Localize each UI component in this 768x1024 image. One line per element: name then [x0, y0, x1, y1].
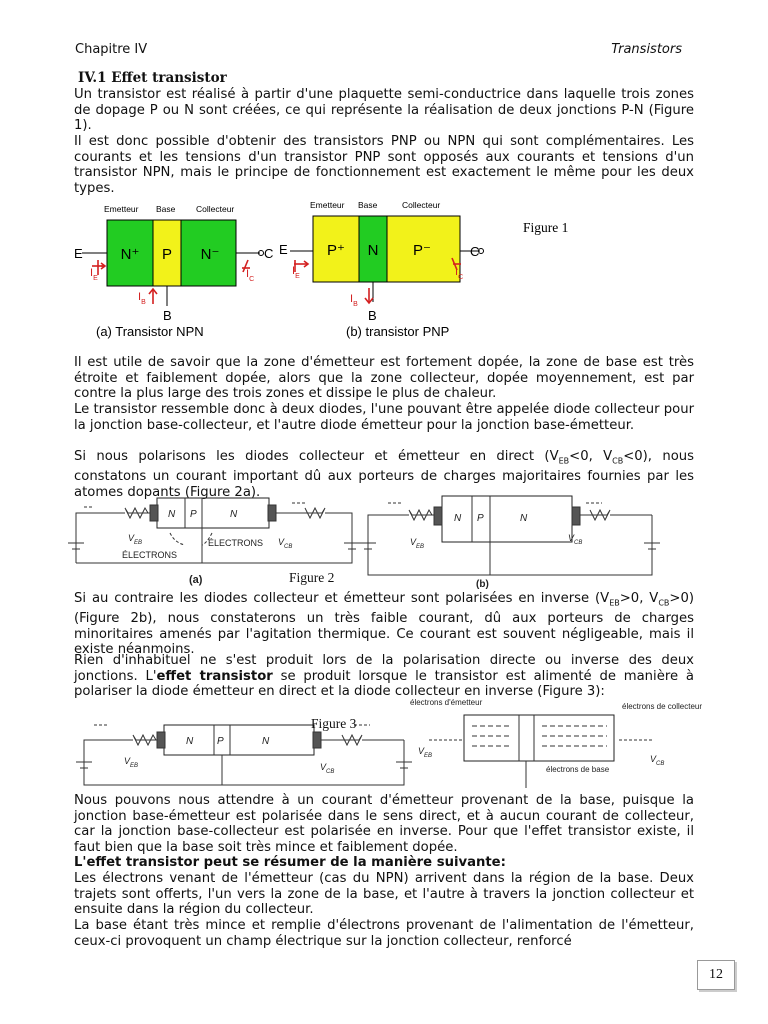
figure-1 — [70, 198, 690, 346]
npn-diagram — [74, 204, 273, 323]
figure-2-caption: Figure 2 — [289, 570, 335, 585]
npn-ic-label: $I_C$ — [246, 268, 255, 283]
figure-3-caption: Figure 3 — [311, 716, 357, 731]
paragraph-9: L'effet transistor peut se résumer de la manière suivante: — [74, 855, 506, 870]
npn-e-terminal: E — [74, 246, 83, 261]
npn-zone2-label: P — [161, 246, 173, 263]
paragraph-5: Si nous polarisons les diodes collecteur et émetteur en direct ($V_{EB}<0$, $V_{CB}<0$), nous constatons un courant important dû aux porteurs de charges majoritaires fournies par les atomes dopants (Figure 2a). — [74, 449, 694, 500]
npn-b-terminal: B — [163, 308, 172, 323]
pnp-emitter-heading: Emetteur — [310, 200, 345, 210]
pnp-diagram — [279, 200, 484, 323]
chapter-header: Chapitre IV — [75, 42, 148, 57]
svg-text:VEB: $V_{EB}$ — [410, 537, 425, 550]
figure-2b — [360, 496, 660, 590]
npn-zone3-label: N⁻ — [200, 246, 220, 263]
pnp-b-terminal: B — [368, 308, 377, 323]
npn-c-terminal: C — [264, 246, 274, 261]
paragraph-2: Il est donc possible d'obtenir des transistors PNP ou NPN qui sont complémentaires. Les courants et les tensions d'un transistor PNP sont opposés aux courants et tensions d'un transistor NPN, mais le principe de fonctionnement est exactement le même pour les deux types. — [74, 134, 694, 196]
svg-text:VCB: $V_{CB}$ — [278, 537, 293, 550]
svg-text:VEB: $V_{EB}$ — [128, 533, 143, 546]
fig2a-electrons-left: ÉLECTRONS — [122, 550, 178, 560]
paragraph-8: Nous pouvons nous attendre à un courant d'émetteur provenant de la base, puisque la jonction base-émetteur est polarisée dans le sens direct, et à aucun courant de collecteur, car la jonction base-collecteur est polarisée en inverse. Pour que l'effet transistor existe, il faut bien que la base soit très mince et faiblement dopée. — [74, 793, 694, 855]
fig3-electrons-collector: électrons de collecteur — [622, 702, 703, 711]
pnp-zone3-label: P⁻ — [413, 242, 431, 259]
svg-text:VEB: $V_{EB}$ — [124, 756, 139, 769]
figure-3 — [64, 698, 703, 792]
pnp-c-terminal: C — [470, 244, 480, 259]
topic-header: Transistors — [611, 42, 682, 57]
fig2b-label: (b) — [476, 579, 489, 590]
pnp-ie-label: $I_E$ — [292, 265, 300, 280]
pnp-zone1-label: P⁺ — [327, 242, 345, 259]
npn-caption: (a) Transistor NPN — [96, 324, 204, 339]
npn-emitter-heading: Emetteur — [104, 204, 139, 214]
page-number: 12 — [697, 960, 735, 990]
fig2a-electrons-right: ÉLECTRONS — [208, 538, 264, 548]
section-title: IV.1 Effet transistor — [78, 70, 227, 86]
figure-3-electron-flow — [410, 698, 702, 788]
pnp-caption: (b) transistor PNP — [346, 324, 450, 339]
svg-text:P: P — [477, 513, 484, 524]
figure-2 — [62, 493, 662, 589]
paragraph-4: Le transistor ressemble donc à deux diodes, l'une pouvant être appelée diode collecteur pour la jonction base-collecteur, et l'autre diode émetteur pour la jonction base-émetteur. — [74, 402, 694, 433]
paragraph-6: Si au contraire les diodes collecteur et émetteur sont polarisées en inverse ($V_{EB}>0$, $V_{CB}>0$) (Figure 2b), nous constaterons un très faible courant, dû aux porteurs de charges minoritaires amenés par l'agitation thermique. Ce courant est souvent négligeable, mais il existe néanmoins. — [74, 591, 694, 658]
npn-ie-label: $I_E$ — [90, 267, 98, 282]
svg-text:N: N — [186, 736, 194, 747]
svg-text:P: P — [190, 509, 197, 520]
svg-text:N: N — [520, 513, 528, 524]
svg-text:VCB: $V_{CB}$ — [320, 762, 335, 775]
paragraph-10: Les électrons venant de l'émetteur (cas du NPN) arrivent dans la région de la base. Deux trajets sont offerts, l'un vers la zone de la base, et l'autre à travers la jonction collecteur et ensuite dans la région du collecteur. — [74, 871, 694, 918]
pnp-ic-label: $I_C$ — [455, 266, 464, 281]
svg-text:VEB: $V_{EB}$ — [418, 746, 433, 759]
npn-base-heading: Base — [156, 204, 176, 214]
figure-1-caption: Figure 1 — [523, 220, 569, 235]
pnp-e-terminal: E — [279, 242, 288, 257]
paragraph-3: Il est utile de savoir que la zone d'émetteur est fortement dopée, la zone de base est très étroite et faiblement dopée, alors que la zone collecteur, dopée moyennement, est par contre la plus large des trois zones et dissipe le plus de chaleur. — [74, 355, 694, 402]
paragraph-1: Un transistor est réalisé à partir d'une plaquette semi-conductrice dans laquelle trois zones de dopage P ou N sont créées, ce qui représente la réalisation de deux jonctions P-N (Figure 1). — [74, 87, 694, 134]
fig3-electrons-base: électrons de base — [546, 765, 610, 774]
svg-text:N: N — [168, 509, 176, 520]
paragraph-7: Rien d'inhabituel ne s'est produit lors de la polarisation directe ou inverse des deux jonctions. L'effet transistor se produit lorsque le transistor est alimenté de manière à polariser la diode émetteur en direct et la diode collecteur en inverse (Figure 3): — [74, 653, 694, 700]
fig3-electrons-emitter: électrons d'émetteur — [410, 698, 483, 707]
svg-text:VCB: $V_{CB}$ — [568, 533, 583, 546]
npn-zone1-label: N⁺ — [120, 246, 140, 263]
pnp-ib-label: $I_B$ — [350, 293, 358, 308]
svg-text:N: N — [454, 513, 462, 524]
svg-text:VCB: $V_{CB}$ — [650, 754, 665, 767]
svg-text:N: N — [262, 736, 270, 747]
paragraph-11: La base étant très mince et remplie d'électrons provenant de l'alimentation de l'émetteur, ceux-ci provoquent un champ électrique sur la jonction collecteur, renforcé — [74, 918, 694, 949]
pnp-base-heading: Base — [358, 200, 378, 210]
svg-text:P: P — [217, 736, 224, 747]
pnp-zone2-label: N — [367, 242, 379, 259]
npn-collector-heading: Collecteur — [196, 204, 235, 214]
pnp-collector-heading: Collecteur — [402, 200, 441, 210]
svg-text:N: N — [230, 509, 238, 520]
fig2a-label: (a) — [189, 574, 203, 586]
npn-ib-label: $I_B$ — [138, 291, 146, 306]
figure-3-circuit — [76, 725, 412, 785]
